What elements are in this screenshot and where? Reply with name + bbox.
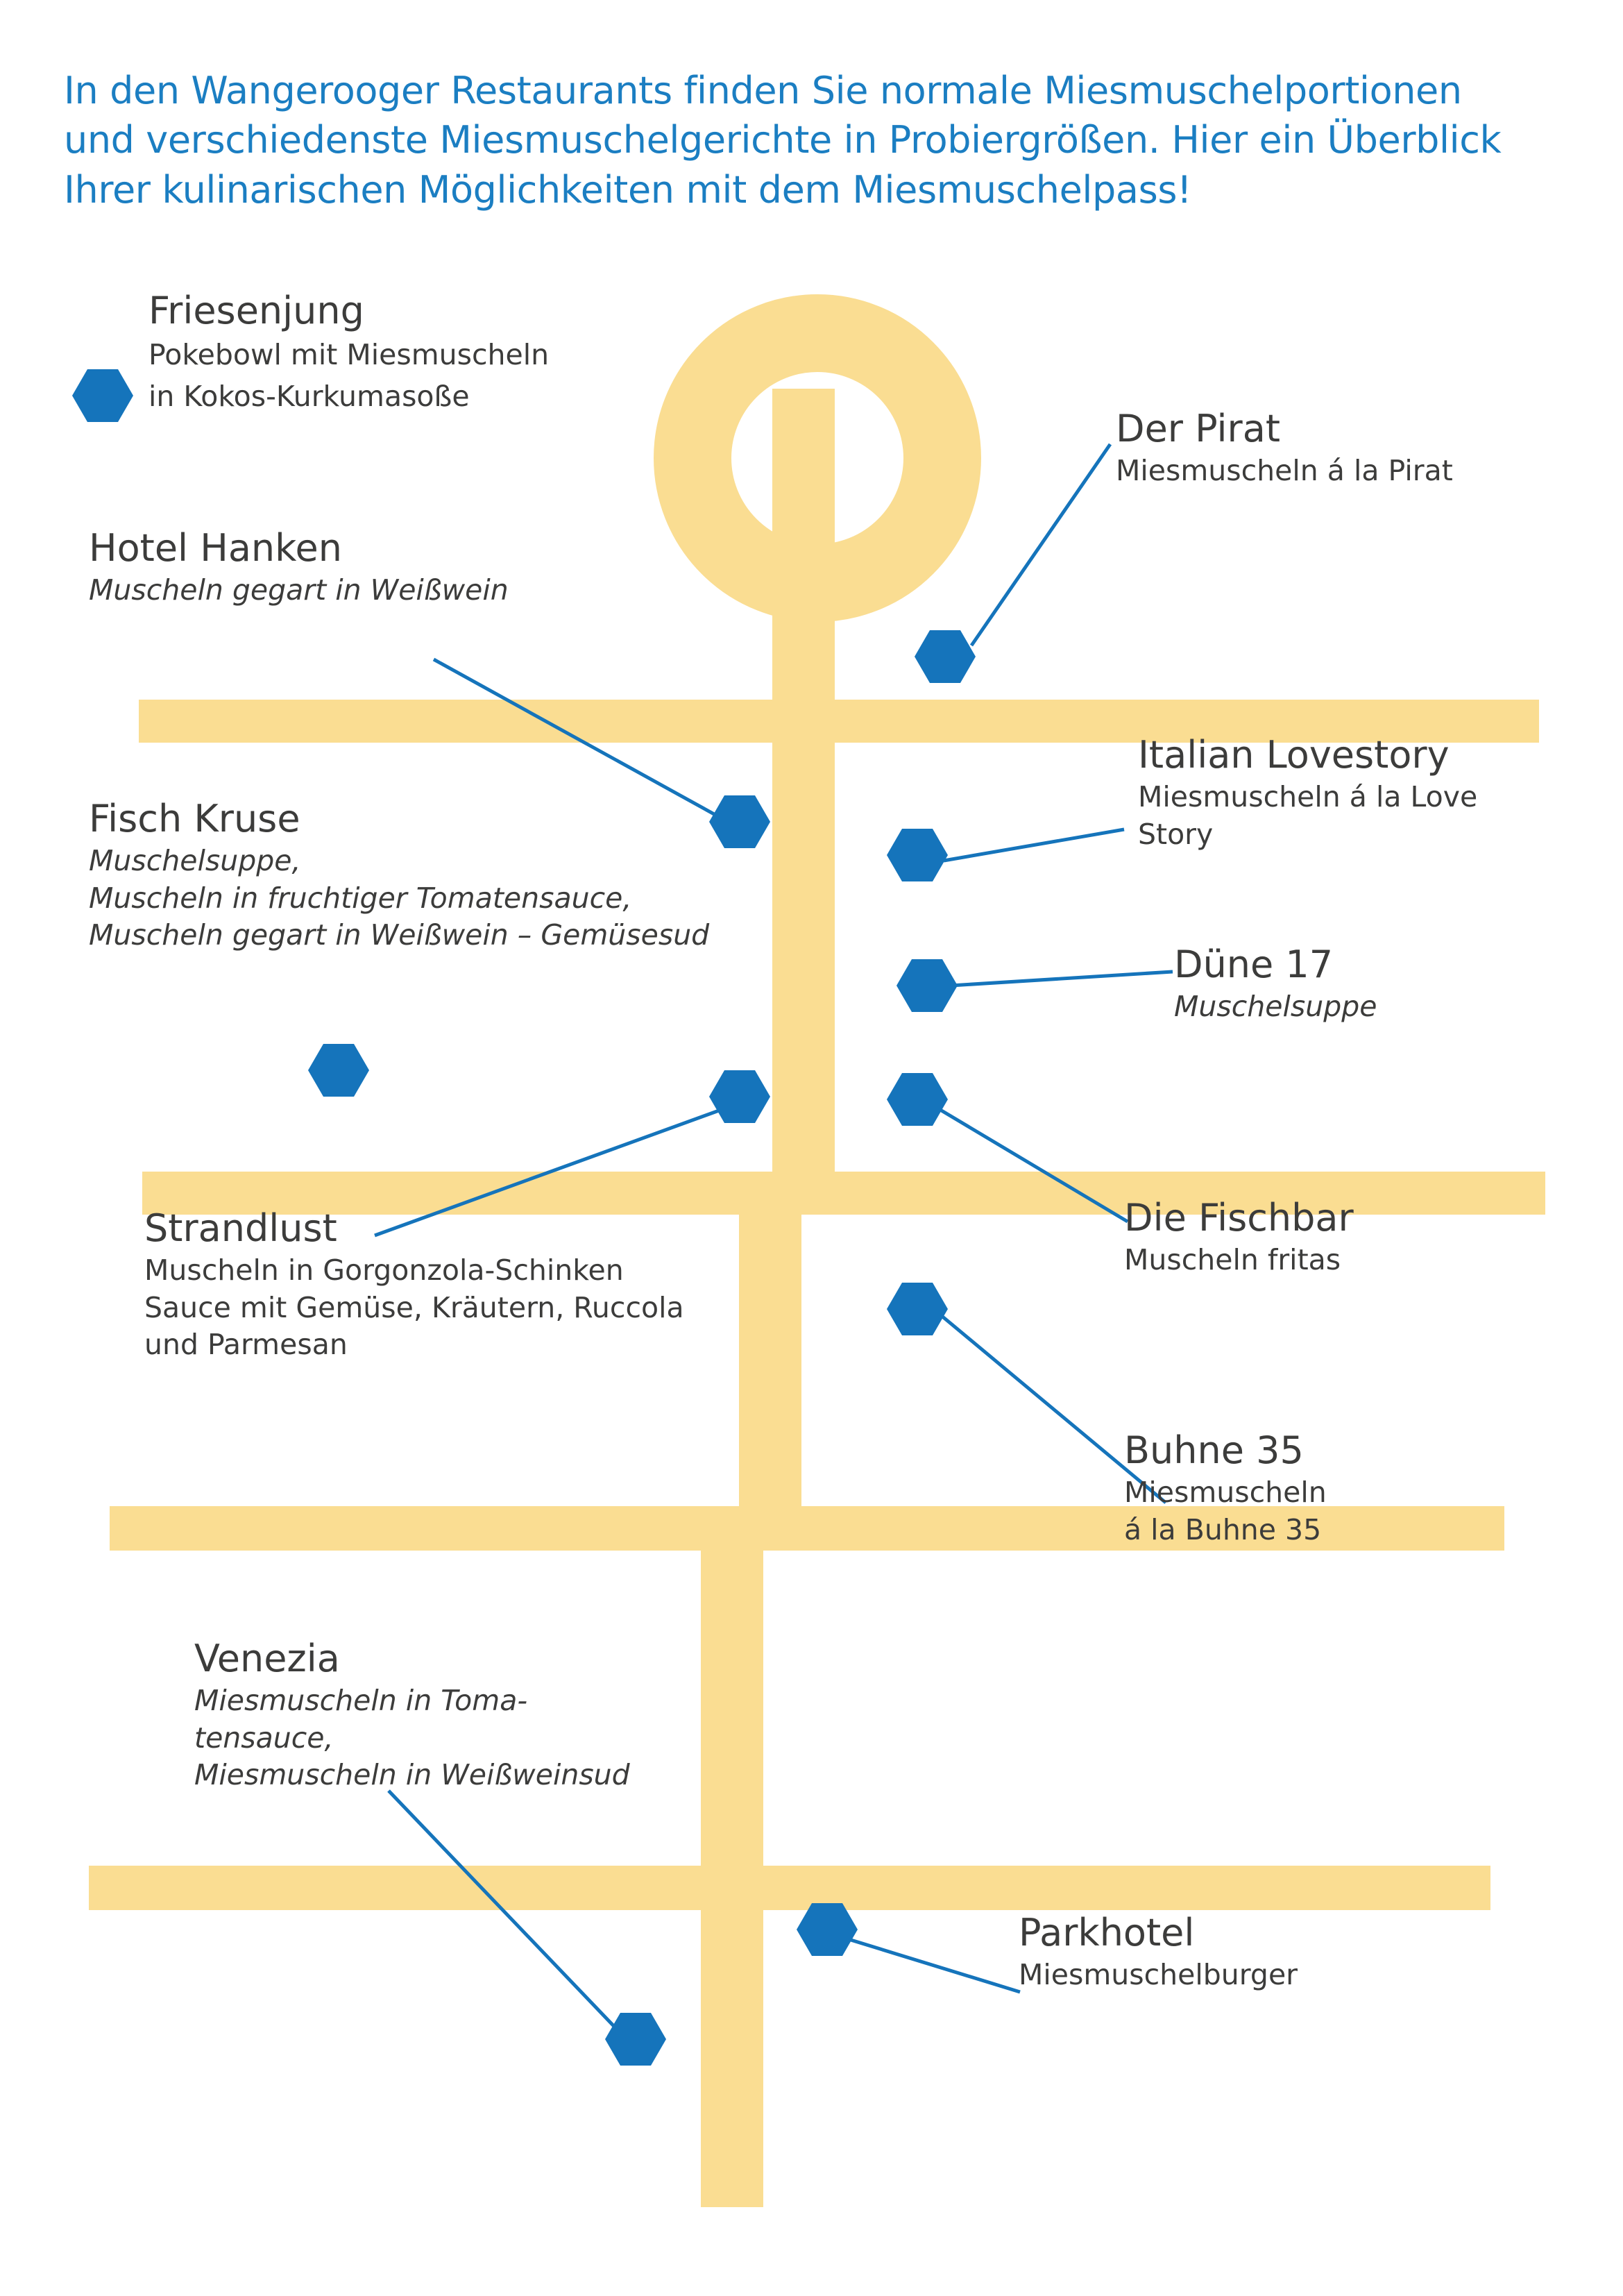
leader-venezia bbox=[389, 1791, 621, 2034]
dish-line: Pokebowl mit Miesmuscheln bbox=[148, 338, 550, 372]
restaurant-name: Parkhotel bbox=[1019, 1911, 1195, 1955]
restaurant-name: Fisch Kruse bbox=[89, 797, 300, 841]
restaurant-dish bbox=[1116, 453, 1560, 489]
leader-italian bbox=[944, 829, 1124, 861]
label-der-pirat bbox=[1116, 408, 1560, 490]
label-die-fischbar bbox=[1124, 1197, 1513, 1279]
dish-line: Miesmuscheln á la Pirat bbox=[1116, 454, 1453, 488]
dish-line: in Kokos-Kurkumasoße bbox=[148, 379, 470, 413]
restaurant-dish bbox=[1138, 779, 1527, 853]
dish-line: Muschelsuppe, bbox=[89, 844, 301, 878]
leader-duene17 bbox=[951, 972, 1173, 986]
dish-line: Miesmuscheln bbox=[1124, 1476, 1327, 1510]
label-italian-lovestory bbox=[1138, 734, 1527, 853]
dish-line: Muschelsuppe bbox=[1174, 990, 1377, 1024]
label-fisch-kruse bbox=[89, 798, 790, 954]
dish-line: Miesmuschelburger bbox=[1019, 1958, 1298, 1992]
marker-der-pirat bbox=[915, 630, 976, 683]
dish-line: Story bbox=[1138, 817, 1214, 851]
marker-parkhotel bbox=[797, 1903, 858, 1956]
marker-fischbar bbox=[887, 1073, 948, 1126]
restaurant-dish bbox=[194, 1682, 694, 1793]
dish-line: tensauce, bbox=[194, 1721, 334, 1755]
label-duene-17 bbox=[1174, 944, 1521, 1026]
marker-strandlust bbox=[709, 1070, 770, 1123]
restaurant-dish bbox=[1124, 1242, 1513, 1278]
intro-paragraph: In den Wangerooger Restaurants finden Sie normale Miesmuschelportionen und verschiedenste Miesmuschelgerichte in Probiergrößen. Hier ein Überblick Ihrer kulinarischen Möglichkeiten mit dem Miesmuschelpass! bbox=[64, 69, 1502, 212]
restaurant-name: Hotel Hanken bbox=[89, 526, 342, 570]
leader-parkhotel bbox=[840, 1936, 1020, 1992]
dish-line: Muscheln in Gorgonzola-Schinken bbox=[144, 1253, 624, 1288]
dish-line: Miesmuscheln in Weißweinsud bbox=[194, 1758, 630, 1792]
restaurant-name: Strandlust bbox=[144, 1206, 337, 1250]
dish-line: Miesmuscheln in Toma- bbox=[194, 1684, 528, 1718]
restaurant-dish bbox=[1174, 988, 1521, 1025]
restaurant-name: Friesenjung bbox=[148, 289, 364, 332]
restaurant-dish bbox=[89, 572, 630, 609]
marker-italian bbox=[887, 829, 948, 881]
dish-line: Miesmuscheln á la Love bbox=[1138, 780, 1478, 814]
dish-line: Muscheln in fruchtiger Tomatensauce, bbox=[89, 881, 632, 915]
label-buhne-35 bbox=[1124, 1430, 1513, 1548]
marker-friesenjung bbox=[72, 369, 133, 422]
restaurant-name: Venezia bbox=[194, 1637, 340, 1680]
label-venezia bbox=[194, 1638, 694, 1793]
restaurant-dish bbox=[148, 335, 634, 417]
leader-der-pirat bbox=[971, 444, 1110, 645]
marker-duene17 bbox=[897, 959, 958, 1012]
label-hotel-hanken bbox=[89, 527, 630, 609]
label-friesenjung bbox=[148, 290, 634, 417]
marker-buhne35 bbox=[887, 1283, 948, 1335]
dish-line: und Parmesan bbox=[144, 1328, 348, 1362]
dish-line: Muscheln fritas bbox=[1124, 1243, 1341, 1277]
marker-venezia bbox=[605, 2013, 666, 2066]
restaurant-name: Der Pirat bbox=[1116, 407, 1281, 450]
label-parkhotel bbox=[1019, 1912, 1463, 1994]
restaurant-name: Buhne 35 bbox=[1124, 1428, 1304, 1472]
dish-line: Sauce mit Gemüse, Kräutern, Ruccola bbox=[144, 1290, 684, 1324]
restaurant-dish bbox=[144, 1252, 720, 1363]
dish-line: á la Buhne 35 bbox=[1124, 1512, 1322, 1546]
restaurant-name: Düne 17 bbox=[1174, 943, 1334, 986]
horizontal-road-4 bbox=[89, 1866, 1490, 1910]
marker-fisch-kruse bbox=[308, 1044, 369, 1097]
dish-line: Muscheln gegart in Weißwein bbox=[89, 573, 509, 607]
restaurant-dish bbox=[1124, 1474, 1513, 1548]
dish-line: Muscheln gegart in Weißwein – Gemüsesud bbox=[89, 918, 710, 952]
restaurant-dish bbox=[89, 843, 790, 954]
restaurant-dish bbox=[1019, 1957, 1463, 1993]
restaurant-name: Die Fischbar bbox=[1124, 1196, 1354, 1240]
label-strandlust bbox=[144, 1208, 720, 1363]
restaurant-name: Italian Lovestory bbox=[1138, 733, 1450, 777]
